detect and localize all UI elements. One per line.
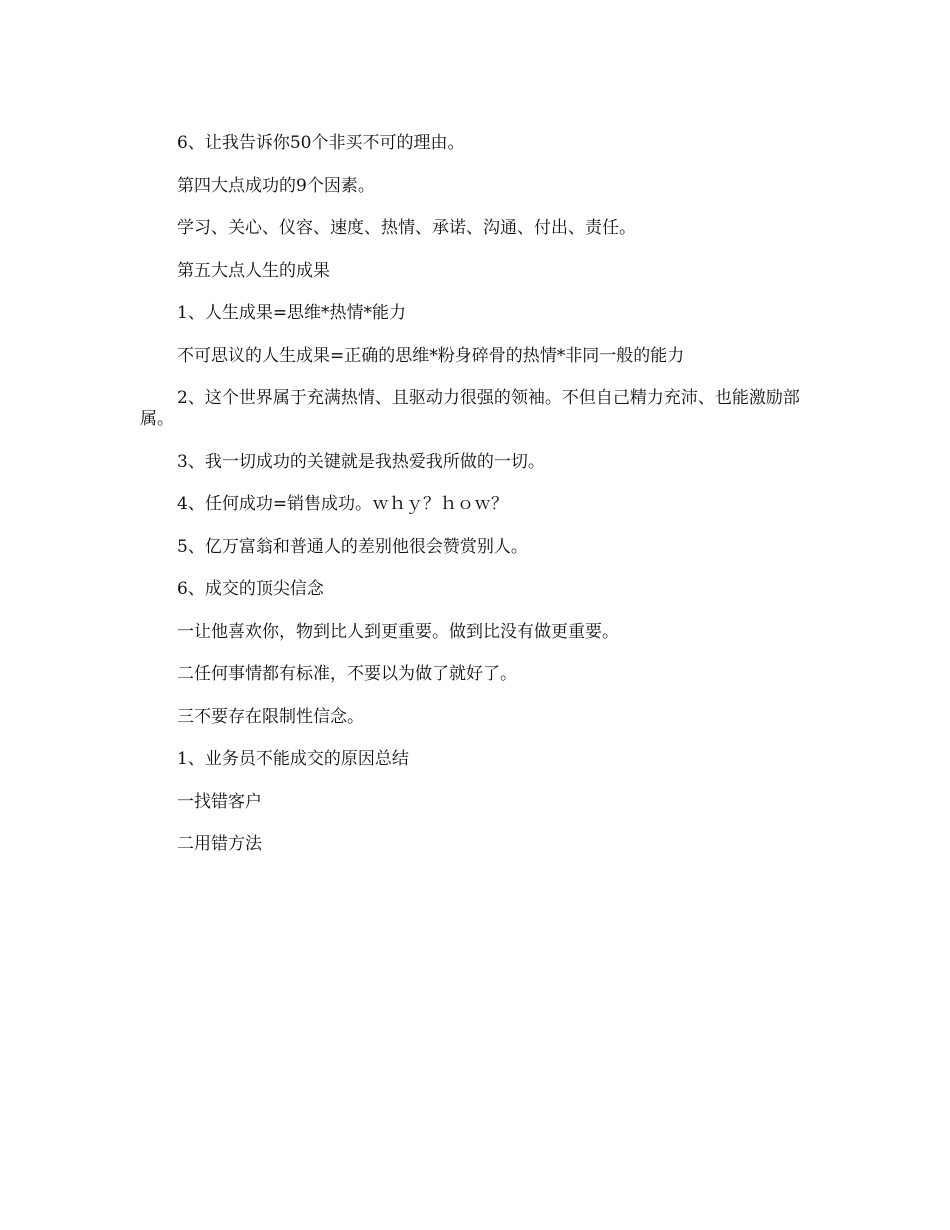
paragraph: 5、亿万富翁和普通人的差别他很会赞赏别人。 [177,536,528,557]
paragraph: 1、业务员不能成交的原因总结 [177,749,409,769]
paragraph: 三不要存在限制性信念。 [177,706,364,727]
paragraph: 第五大点人生的成果 [177,260,330,281]
paragraph: 一找错客户 [177,791,262,812]
paragraph: 3、我一切成功的关键就是我热爱我所做的一切。 [177,451,545,472]
paragraph: 二任何事情都有标准，不要以为做了就好了。 [177,664,517,684]
paragraph: 6、成交的顶尖信念 [177,579,324,599]
document-body [140,133,810,877]
paragraph: 4、任何成功=销售成功。ｗｈｙ？ｈｏｗ？ [177,494,509,514]
paragraph: 2、这个世界属于充满热情、且驱动力很强的领袖。不但自己精力充沛、也能激励部属。 [140,388,800,429]
paragraph: 学习、关心、仪容、速度、热情、承诺、沟通、付出、责任。 [177,218,636,238]
paragraph: 一让他喜欢你，物到比人到更重要。做到比没有做更重要。 [177,621,619,642]
paragraph: 6、让我告诉你50个非买不可的理由。 [177,133,465,153]
paragraph: 1、人生成果=思维*热情*能力 [177,303,407,323]
paragraph: 不可思议的人生成果=正确的思维*粉身碎骨的热情*非同一般的能力 [177,345,685,366]
paragraph: 第四大点成功的9个因素。 [177,175,375,196]
paragraph: 二用错方法 [177,834,262,854]
